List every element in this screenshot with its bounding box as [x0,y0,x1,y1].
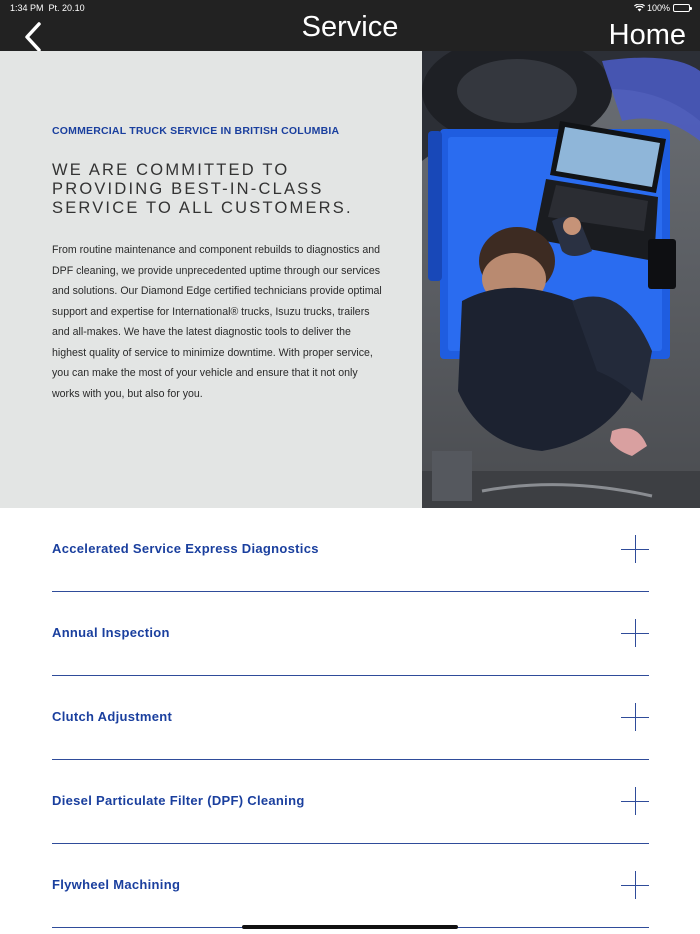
page-title: Service [301,11,399,43]
hero-text-panel [0,51,422,508]
plus-icon[interactable] [621,871,649,899]
battery-percentage: 100% [646,3,670,13]
accordion-item-flywheel-machining[interactable] [52,844,649,928]
accordion-item-label: Clutch Adjustment [52,709,173,724]
home-indicator[interactable] [242,925,458,929]
accordion-item-clutch-adjustment[interactable] [52,676,649,760]
photo-illustration [422,51,700,508]
plus-icon[interactable] [621,787,649,815]
navigation-bar [0,0,700,51]
services-accordion [52,508,649,928]
home-button[interactable]: Home [608,19,686,51]
accordion-item-accelerated-service[interactable] [52,508,649,592]
accordion-item-label: Diesel Particulate Filter (DPF) Cleaning [52,793,305,808]
plus-icon[interactable] [621,535,649,563]
plus-icon[interactable] [621,619,649,647]
accordion-item-label: Flywheel Machining [52,877,181,892]
status-date-text: Pt. 20.10 [48,3,85,13]
technician-laptop-photo [422,51,700,508]
hero-kicker: COMMERCIAL TRUCK SERVICE IN BRITISH COLUMBIA [52,125,340,137]
accordion-item-annual-inspection[interactable] [52,592,649,676]
hero-heading: WE ARE COMMITTED TO PROVIDING BEST-IN-CLASS SERVICE TO ALL CUSTOMERS. [52,161,353,217]
plus-icon[interactable] [621,703,649,731]
hero-section [0,51,700,508]
accordion-item-label: Accelerated Service Express Diagnostics [52,541,319,556]
accordion-item-label: Annual Inspection [52,625,170,640]
hero-body: From routine maintenance and component rebuilds to diagnostics and DPF cleaning, we provide unprecedented uptime through our services and solutions. Our Diamond Edge certified technicians provide optimal support and expertise for International® trucks, Isuzu trucks, trailers and all-makes. We have the latest diagnostic tools to deliver the highest quality of service to minimize downtime. With proper service, you can make the most of your vehicle and ensure that it not only works with you, but also for you. [52,244,382,400]
accordion-item-dpf-cleaning[interactable] [52,760,649,844]
status-time-text: 1:34 PM [10,3,44,13]
